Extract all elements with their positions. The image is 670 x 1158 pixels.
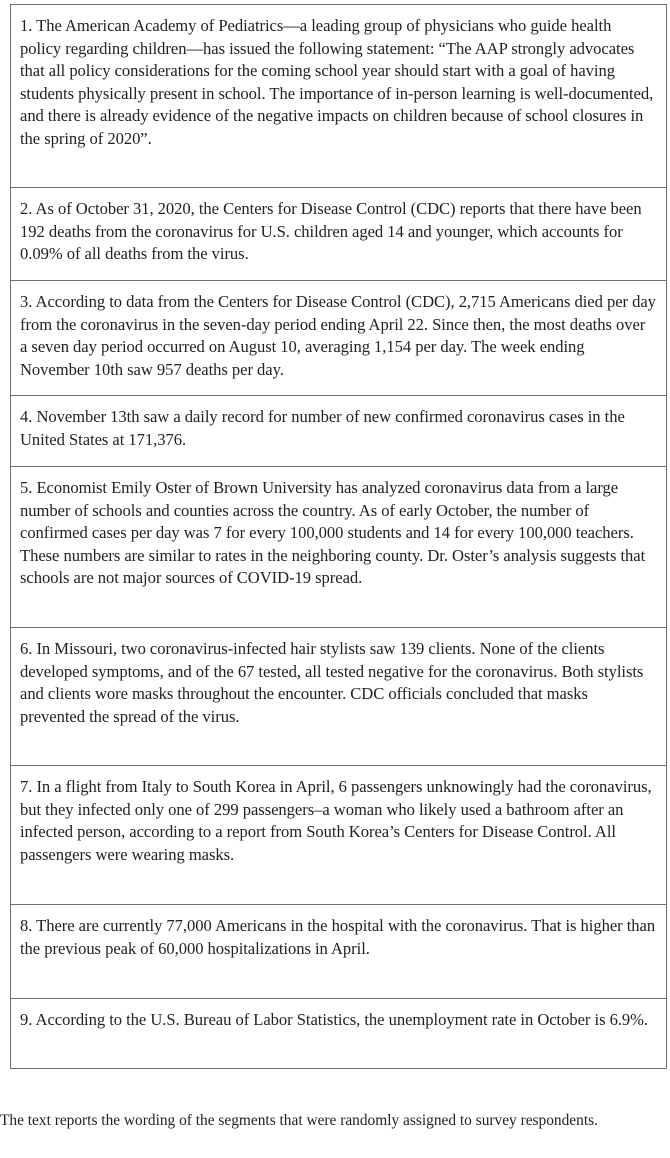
segment-row: 7. In a flight from Italy to South Korea in April, 6 passengers unknowingly had the coronavirus, but they infected only one of 299 passengers–a woman who likely used a bathroom after an infected person, according to a report from South Korea’s Centers for Disease Control. All passengers were wearing masks. <box>10 766 667 905</box>
segment-row: 3. According to data from the Centers for Disease Control (CDC), 2,715 Americans died per day from the coronavirus in the seven-day period ending April 22. Since then, the most deaths over a seven day period occurred on August 10, averaging 1,154 per day. The week ending November 10th saw 957 deaths per day. <box>10 281 667 396</box>
segments-table <box>10 4 667 1069</box>
segment-row: 2. As of October 31, 2020, the Centers for Disease Control (CDC) reports that there have been 192 deaths from the coronavirus for U.S. children aged 14 and younger, which accounts for 0.09% of all deaths from the virus. <box>10 188 667 281</box>
segment-row: 5. Economist Emily Oster of Brown University has analyzed coronavirus data from a large number of schools and counties across the country. As of early October, the number of confirmed cases per day was 7 for every 100,000 students and 14 for every 100,000 teachers. These numbers are similar to rates in the neighboring county. Dr. Oster’s analysis suggests that schools are not major sources of COVID-19 spread. <box>10 467 667 628</box>
segment-row: 1. The American Academy of Pediatrics—a leading group of physicians who guide health policy regarding children—has issued the following statement: “The AAP strongly advocates that all policy considerations for the coming school year should start with a goal of having students physically present in school. The importance of in-person learning is well-documented, and there is already evidence of the negative impacts on children because of school closures in the spring of 2020”. <box>10 4 667 188</box>
segment-row: 9. According to the U.S. Bureau of Labor Statistics, the unemployment rate in October is 6.9%. <box>10 999 667 1069</box>
segment-row: 8. There are currently 77,000 Americans in the hospital with the coronavirus. That is higher than the previous peak of 60,000 hospitalizations in April. <box>10 905 667 999</box>
table-footnote: The text reports the wording of the segments that were randomly assigned to survey respondents. <box>0 1112 598 1129</box>
segment-row: 4. November 13th saw a daily record for number of new confirmed coronavirus cases in the United States at 171,376. <box>10 396 667 467</box>
segment-row: 6. In Missouri, two coronavirus-infected hair stylists saw 139 clients. None of the clients developed symptoms, and of the 67 tested, all tested negative for the coronavirus. Both stylists and clients wore masks throughout the encounter. CDC officials concluded that masks prevented the spread of the virus. <box>10 628 667 766</box>
